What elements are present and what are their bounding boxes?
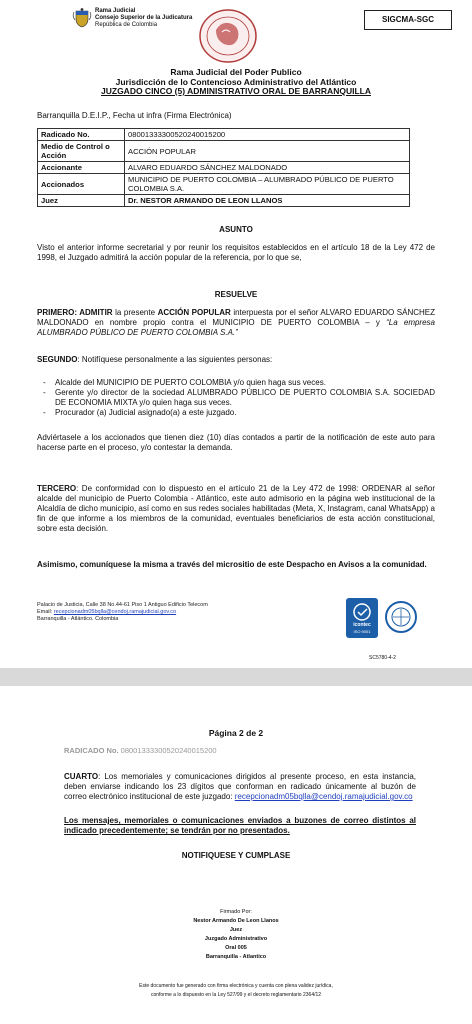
primero-label: PRIMERO: ADMITIR	[37, 308, 113, 317]
footer-address-block	[37, 602, 208, 623]
primero-text-1: la presente	[112, 308, 158, 317]
page-separator	[0, 668, 472, 686]
icontec-certification-icon	[346, 598, 378, 638]
court-title-line-1: Rama Judicial del Poder Publico	[170, 67, 302, 77]
case-info-table	[37, 128, 410, 207]
asunto-text: Visto el anterior informe secretarial y por reunir los requisitos establecidos en el artículo 18 de la Ley 472 de 1998, el Juzgado admitirá la acción popular de la referencia, por lo que se,	[37, 243, 435, 262]
signature-block	[0, 908, 472, 962]
radicado-value: 08001333300520240015200	[120, 746, 217, 755]
cuarto-text: : Los memoriales y comunicaciones dirigidos al presente proceso, en esta instancia, deben enviarse indicando los 23 dígitos que conforman en radicado únicamente al buzón de correo electrónico institucional de este juzgado:	[64, 772, 416, 801]
primero-accion: ACCIÓN POPULAR	[157, 308, 231, 317]
legal-line-1: Este documento fue generado con firma electrónica y cuenta con plena validez jurídica,	[139, 983, 333, 989]
footer-city: Barranquilla - Atlántico. Colombia	[37, 616, 119, 622]
tercero-label: TERCERO	[37, 484, 77, 493]
footer-email-link[interactable]: recepcionadm05bqlla@cendoj.ramajudicial.gov.co	[53, 609, 177, 615]
sign-line: Juez	[229, 927, 243, 933]
primero-paragraph	[37, 308, 435, 338]
case-label: Medio de Control o Acción	[38, 141, 125, 162]
case-label: Radicado No.	[38, 129, 125, 141]
cert1-label: icontec	[353, 622, 371, 628]
sign-line: Juzgado Administrativo	[204, 936, 268, 942]
table-row	[38, 141, 410, 162]
notify-list	[37, 378, 435, 418]
segundo-label: SEGUNDO	[37, 355, 78, 364]
tercero-text: : De conformidad con lo dispuesto en el artículo 21 de la Ley 472 de 1998: ORDENAR al señor alcalde del municipio de Puerto Colombia - Atlántico, este auto admisorio en la página web institucional de la Alcaldía de dicho municipio, así como en sus redes sociales habilitadas (Meta, X, Instagram, canal WhatsApp) a fin de que informe a los miembros de la comunidad, eventuales beneficiarios de esta acción constitucional, sobre esta decisión.	[37, 484, 435, 533]
asimismo-paragraph: Asimismo, comuníquese la misma a través del micrositio de este Despacho en Avisos a la comunidad.	[37, 560, 427, 569]
resuelve-heading: RESUELVE	[214, 290, 258, 299]
primero-italic: “La empresa ALUMBRADO PÚBLICO DE PUERTO COLOMBIA S.A.”	[37, 318, 435, 337]
list-item: - Alcalde del MUNICIPIO DE PUERTO COLOMBIA y/o quien haga sus veces.	[55, 378, 435, 388]
court-title-line-3: JUZGADO CINCO (5) ADMINISTRATIVO ORAL DE BARRANQUILLA	[101, 86, 371, 96]
notifiquese-heading: NOTIFIQUESE Y CUMPLASE	[181, 851, 291, 860]
sign-line: Barranquilla - Atlantico	[205, 954, 267, 960]
cuarto-label: CUARTO	[64, 772, 99, 781]
page-number-label: Página 2 de 2	[208, 728, 264, 738]
primero-text-2: interpuesta por el señor ALVARO EDUARDO SÁNCHEZ MALDONADO en nombre propio contra el MUNICIPIO DE PUERTO COLOMBIA – y	[37, 308, 436, 327]
case-label: Accionante	[38, 162, 125, 174]
sign-line: Firmado Por:	[220, 909, 252, 915]
org-line-3: República de Colombia	[95, 22, 158, 28]
date-line: Barranquilla D.E.I.P., Fecha ut infra (Firma Electrónica)	[37, 111, 232, 120]
cert-code: SC5780-4-2	[369, 655, 396, 661]
list-item: - Procurador (a) Judicial asignado(a) a este juzgado.	[55, 408, 435, 418]
legal-notice	[0, 982, 472, 1000]
warning-paragraph: Los mensajes, memoriales o comunicaciones enviados a buzones de correo distintos al indicado precedentemente; se tendrán por no presentados.	[64, 816, 416, 835]
footer-address: Palacio de Justicia, Calle 38 No.44-61 Piso 1 Antiguo Edificio Telecom	[37, 602, 208, 608]
case-value: ACCIÓN POPULAR	[125, 141, 410, 162]
case-label: Accionados	[38, 174, 125, 195]
case-label: Juez	[38, 195, 125, 207]
iqnet-certification-icon	[384, 600, 418, 634]
quality-code-badge: SIGCMA-SGC	[364, 10, 452, 30]
table-row	[38, 129, 410, 141]
legal-line-2: conforme a lo dispuesto en la Ley 527/99 y el decreto reglamentario 2364/12	[150, 992, 322, 998]
cert1-sub: ISO 9001	[353, 629, 371, 634]
cuarto-email-link[interactable]: recepcionadm05bqlla@cendoj.ramajudicial.gov.co	[234, 792, 413, 801]
case-value: ALVARO EDUARDO SÁNCHEZ MALDONADO	[125, 162, 410, 174]
list-item: - Gerente y/o director de la sociedad ALUMBRADO PÚBLICO DE PUERTO COLOMBIA S.A. SOCIEDAD DE ECONOMIA MIXTA y/o quien haga sus veces.	[55, 388, 435, 408]
tercero-paragraph	[37, 484, 435, 534]
footer-email-line	[37, 609, 208, 616]
coat-of-arms-icon	[72, 8, 92, 28]
table-row	[38, 162, 410, 174]
page2-radicado	[64, 746, 217, 755]
court-seal-icon	[198, 8, 258, 64]
sign-line: Oral 005	[225, 945, 247, 951]
segundo-paragraph	[37, 355, 435, 365]
court-title	[0, 68, 472, 97]
case-value: Dr. NESTOR ARMANDO DE LEON LLANOS	[125, 195, 410, 207]
document-page-2	[0, 686, 472, 1024]
adviertase-paragraph: Adviértasele a los accionados que tienen diez (10) días contados a partir de la notificación de este auto para hacerse parte en el proceso, y/o contestar la demanda.	[37, 433, 435, 452]
sign-line: Nestor Armando De Leon Llanos	[193, 918, 279, 924]
asunto-heading: ASUNTO	[219, 225, 253, 234]
table-row	[38, 195, 410, 207]
org-line-2: Consejo Superior de la Judicatura	[95, 15, 193, 21]
radicado-label: RADICADO No.	[64, 746, 121, 755]
cuarto-paragraph	[64, 772, 416, 802]
case-value: MUNICIPIO DE PUERTO COLOMBIA – ALUMBRADO PÚBLICO DE PUERTO COLOMBIA S.A.	[125, 174, 410, 195]
org-line-1: Rama Judicial	[95, 8, 136, 14]
footer-email-label: Email:	[37, 609, 54, 615]
org-header	[95, 8, 192, 29]
table-row	[38, 174, 410, 195]
court-title-line-2: Jurisdicción de lo Contencioso Administrativo del Atlántico	[115, 76, 357, 87]
case-value: 08001333300520240015200	[125, 129, 410, 141]
segundo-text: : Notifíquese personalmente a las siguientes personas:	[77, 355, 273, 364]
